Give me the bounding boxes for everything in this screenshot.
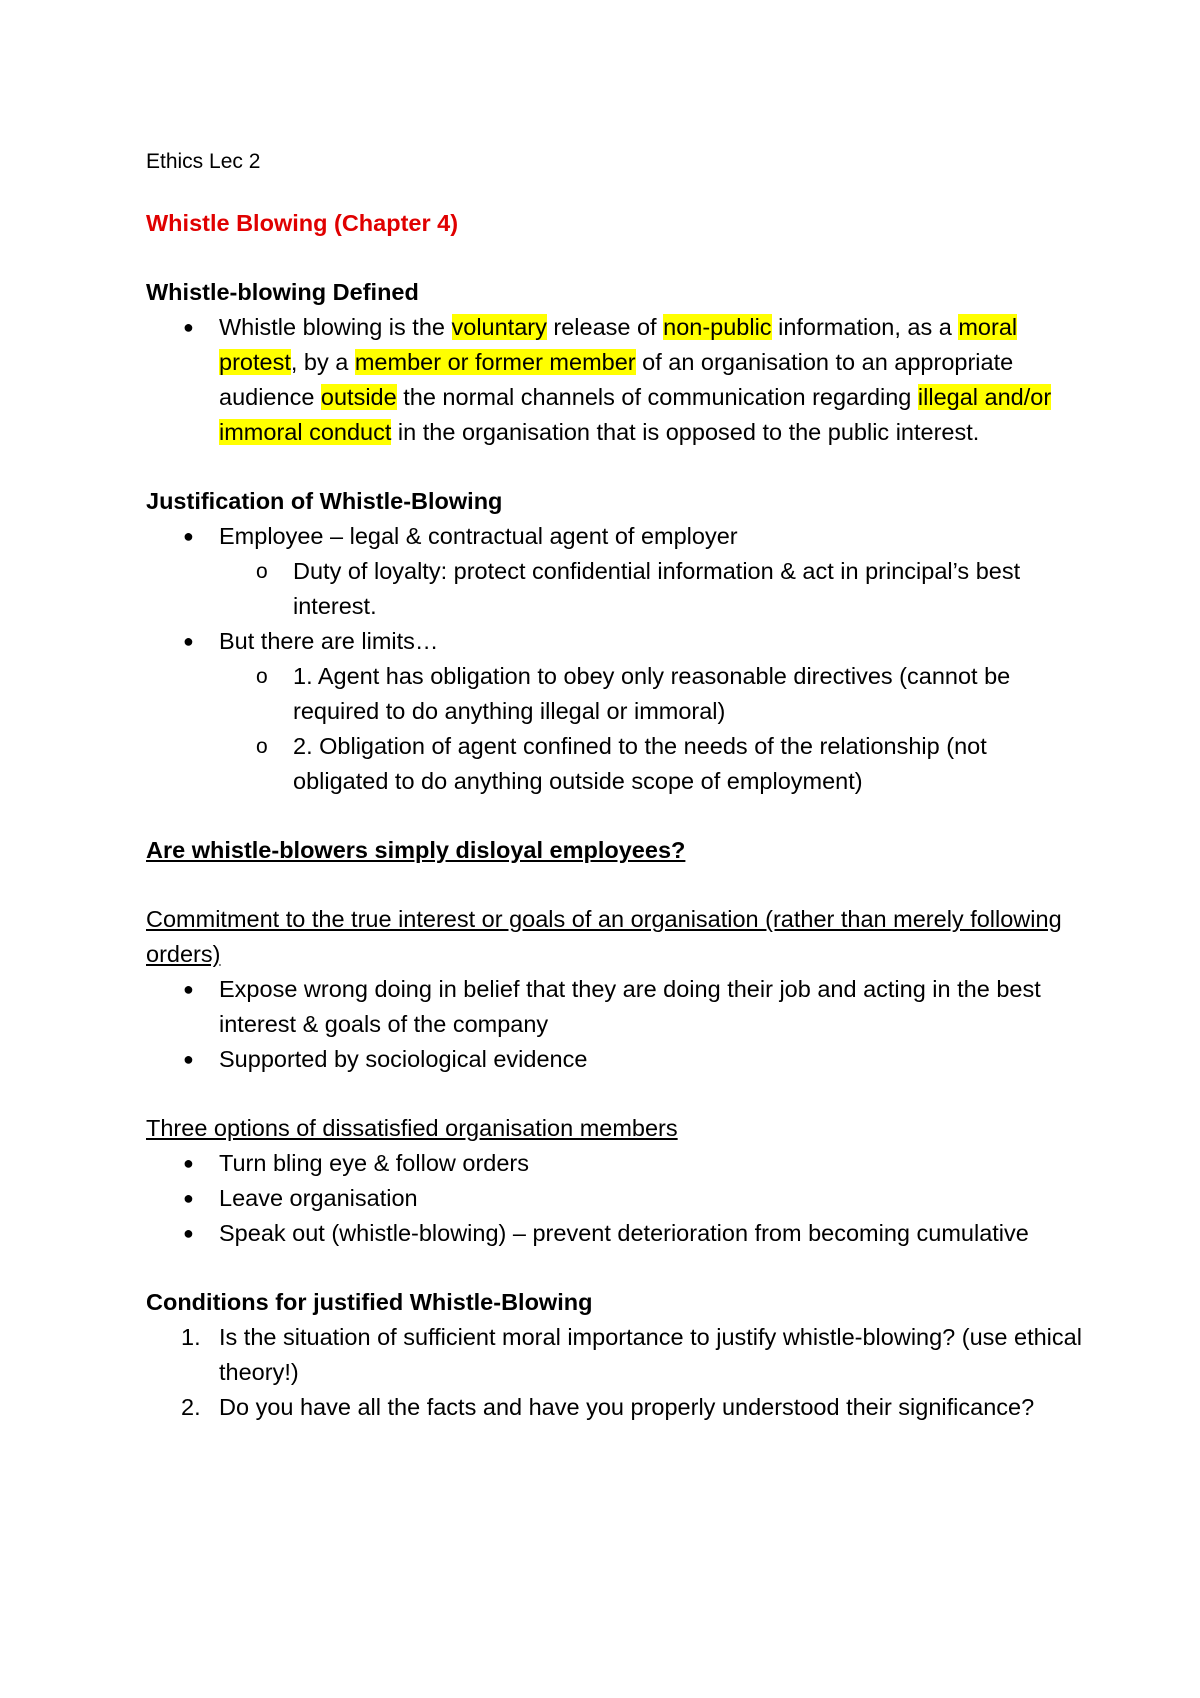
highlight: moral protest bbox=[219, 314, 1018, 375]
list-item: ● Leave organisation bbox=[146, 1181, 1086, 1216]
question-heading: Are whistle-blowers simply disloyal employees? bbox=[146, 837, 686, 863]
bullet-icon: ● bbox=[183, 631, 194, 651]
list-item: ● But there are limits… bbox=[146, 624, 1086, 659]
list-item: ● Employee – legal & contractual agent of employer bbox=[146, 519, 1086, 554]
defined-list bbox=[146, 310, 1086, 450]
section-heading-commitment: Commitment to the true interest or goals of an organisation (rather than merely following orders) bbox=[146, 906, 1062, 967]
conditions-list bbox=[146, 1320, 1086, 1425]
section-heading-options: Three options of dissatisfied organisation members bbox=[146, 1115, 678, 1141]
list-item: ● Supported by sociological evidence bbox=[146, 1042, 1086, 1077]
sub-list-item: o 2. Obligation of agent confined to the needs of the relationship (not obligated to do anything outside scope of employment) bbox=[146, 729, 1086, 799]
item-number: 1. bbox=[181, 1324, 201, 1350]
document-body bbox=[146, 144, 1086, 1425]
highlight: voluntary bbox=[451, 314, 547, 340]
section-heading-justification: Justification of Whistle-Blowing bbox=[146, 488, 503, 514]
section-heading-defined: Whistle-blowing Defined bbox=[146, 279, 419, 305]
list-item: ● Speak out (whistle-blowing) – prevent deterioration from becoming cumulative bbox=[146, 1216, 1086, 1251]
document-title: Ethics Lec 2 bbox=[146, 150, 261, 173]
list-item: ● Turn bling eye & follow orders bbox=[146, 1146, 1086, 1181]
bullet-icon: ● bbox=[183, 979, 194, 999]
sub-list-item: o Duty of loyalty: protect confidential information & act in principal’s best interest. bbox=[146, 554, 1086, 624]
list-item: ● Expose wrong doing in belief that they are doing their job and acting in the best interest & goals of the company bbox=[146, 972, 1086, 1042]
highlight: outside bbox=[320, 384, 397, 410]
bullet-icon: ● bbox=[183, 1049, 194, 1069]
chapter-heading: Whistle Blowing (Chapter 4) bbox=[146, 210, 459, 236]
bullet-icon: ● bbox=[183, 317, 194, 337]
numbered-item: 2. Do you have all the facts and have you properly understood their significance? bbox=[146, 1390, 1086, 1425]
sub-bullet-icon: o bbox=[256, 735, 268, 758]
item-number: 2. bbox=[181, 1394, 201, 1420]
sub-bullet-icon: o bbox=[256, 665, 268, 688]
highlight: illegal and/or immoral conduct bbox=[219, 384, 1052, 445]
section-heading-conditions: Conditions for justified Whistle-Blowing bbox=[146, 1289, 593, 1315]
sub-list-item: o 1. Agent has obligation to obey only reasonable directives (cannot be required to do anything illegal or immoral) bbox=[146, 659, 1086, 729]
bullet-icon: ● bbox=[183, 1223, 194, 1243]
sub-bullet-icon: o bbox=[256, 560, 268, 583]
highlight: non-public bbox=[663, 314, 772, 340]
bullet-icon: ● bbox=[183, 1153, 194, 1173]
highlight: member or former member bbox=[354, 349, 636, 375]
commitment-list bbox=[146, 972, 1086, 1077]
bullet-icon: ● bbox=[183, 526, 194, 546]
justification-list bbox=[146, 519, 1086, 799]
list-item: ● Whistle blowing is the voluntary release of non-public information, as a moral protest, by a member or former member of an organisation to an appropriate audience outside the normal channels of communication regarding illegal and/or immoral conduct in the organisation that is opposed to the public interest. bbox=[146, 310, 1086, 450]
bullet-icon: ● bbox=[183, 1188, 194, 1208]
options-list bbox=[146, 1146, 1086, 1251]
numbered-item: 1. Is the situation of sufficient moral importance to justify whistle-blowing? (use ethical theory!) bbox=[146, 1320, 1086, 1390]
